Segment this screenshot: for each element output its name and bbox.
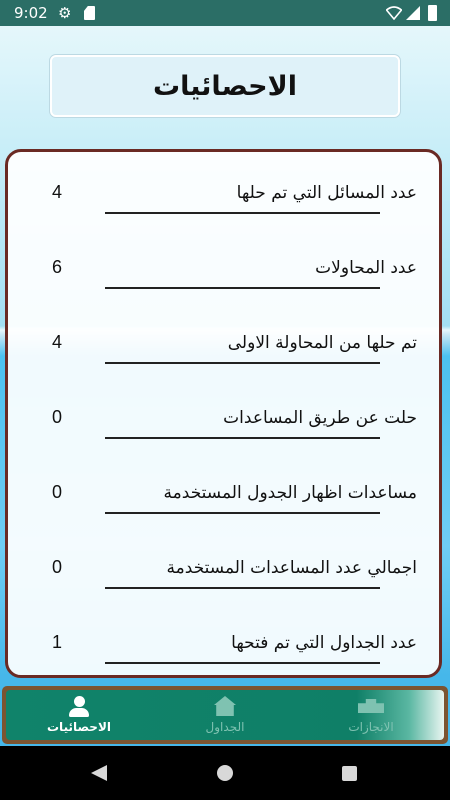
recent-apps-icon[interactable] (342, 766, 357, 781)
stat-value: 4 (52, 182, 63, 202)
stat-label: عدد المسائل التي تم حلها (236, 183, 417, 203)
stats-card (5, 149, 442, 678)
stat-row-attempts (8, 247, 439, 322)
stat-label: تم حلها من المحاولة الاولى (227, 333, 417, 353)
wifi-icon (386, 6, 402, 20)
person-icon (69, 696, 89, 717)
tab-statistics[interactable] (6, 690, 152, 740)
back-icon[interactable] (91, 765, 107, 781)
bottom-tab-bar (2, 686, 448, 744)
stat-row-tables-opened (8, 622, 439, 678)
home-icon[interactable] (217, 765, 233, 781)
stat-label: عدد الجداول التي تم فتحها (231, 633, 417, 653)
stat-label: عدد المحاولات (315, 258, 417, 278)
system-nav-bar (0, 746, 450, 800)
stat-value: 0 (52, 482, 63, 502)
stat-label: اجمالي عدد المساعدات المستخدمة (166, 558, 417, 578)
stat-value: 4 (52, 332, 63, 352)
stat-underline (105, 362, 380, 364)
page-title: الاحصائيات (153, 70, 297, 102)
achievements-icon (358, 699, 384, 713)
stat-underline (105, 512, 380, 514)
tab-label: الجداول (205, 720, 245, 734)
house-icon (214, 696, 236, 716)
tab-label: الاحصائيات (47, 720, 111, 734)
tab-label: الانجازات (348, 720, 394, 734)
tab-tables[interactable] (152, 690, 298, 740)
status-bar (0, 0, 450, 26)
stat-value: 1 (52, 632, 63, 652)
stat-underline (105, 662, 380, 664)
stat-value: 6 (52, 257, 63, 277)
sd-card-icon (84, 6, 95, 20)
stat-row-total-hints (8, 547, 439, 622)
stat-label: مساعدات اظهار الجدول المستخدمة (163, 483, 417, 503)
stat-underline (105, 587, 380, 589)
stat-underline (105, 437, 380, 439)
stat-underline (105, 212, 380, 214)
app-screen (0, 26, 450, 746)
signal-icon (406, 6, 420, 20)
tab-achievements[interactable] (298, 690, 444, 740)
stat-value: 0 (52, 407, 63, 427)
stat-row-first-try (8, 322, 439, 397)
stat-row-solved (8, 172, 439, 247)
stat-underline (105, 287, 380, 289)
stat-row-solved-with-hints (8, 397, 439, 472)
stat-label: حلت عن طريق المساعدات (223, 408, 417, 428)
tab-bar-inner (6, 690, 444, 740)
status-time: 9:02 (14, 4, 48, 22)
battery-icon (428, 5, 437, 21)
stat-row-table-hints (8, 472, 439, 547)
title-box (50, 55, 400, 117)
stat-value: 0 (52, 557, 63, 577)
settings-gear-icon: ⚙ (58, 4, 72, 22)
